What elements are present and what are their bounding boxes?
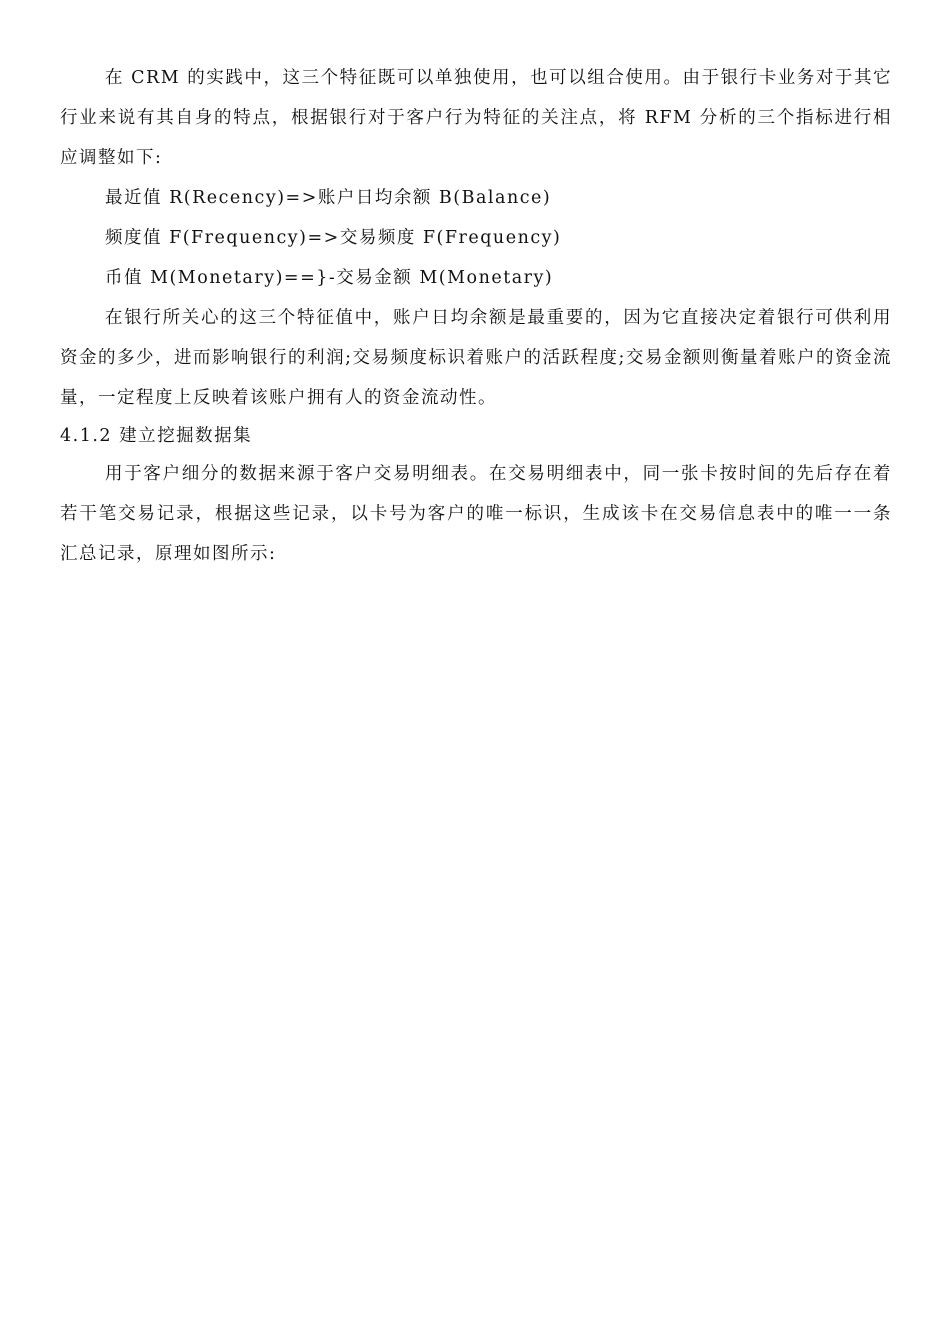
paragraph-dataset: 用于客户细分的数据来源于客户交易明细表。在交易明细表中，同一张卡按时间的先后存在着若干笔交易记录，根据这些记录，以卡号为客户的唯一标识，生成该卡在交易信息表中的唯一一条汇总记录，原理如图所示: (60, 464, 892, 564)
mapping-line-frequency: 频度值 F(Frequency)=>交易频度 F(Frequency) (105, 228, 562, 248)
document-body (60, 58, 892, 574)
section-heading: 4.1.2 建立挖掘数据集 (60, 426, 253, 446)
mapping-line-recency: 最近值 R(Recency)=>账户日均余额 B(Balance) (105, 188, 552, 208)
paragraph-rfm-adjustment: 在 CRM 的实践中，这三个特征既可以单独使用，也可以组合使用。由于银行卡业务对于其它行业来说有其自身的特点，根据银行对于客户行为特征的关注点，将 RFM 分析的三个指标进行相应调整如下: (60, 68, 892, 168)
mapping-line-monetary: 币值 M(Monetary)==}-交易金额 M(Monetary) (105, 268, 554, 288)
paragraph-feature-importance: 在银行所关心的这三个特征值中，账户日均余额是最重要的，因为它直接决定着银行可供利用资金的多少，进而影响银行的利润;交易频度标识着账户的活跃程度;交易金额则衡量着账户的资金流量，一定程度上反映着该账户拥有人的资金流动性。 (60, 308, 892, 408)
